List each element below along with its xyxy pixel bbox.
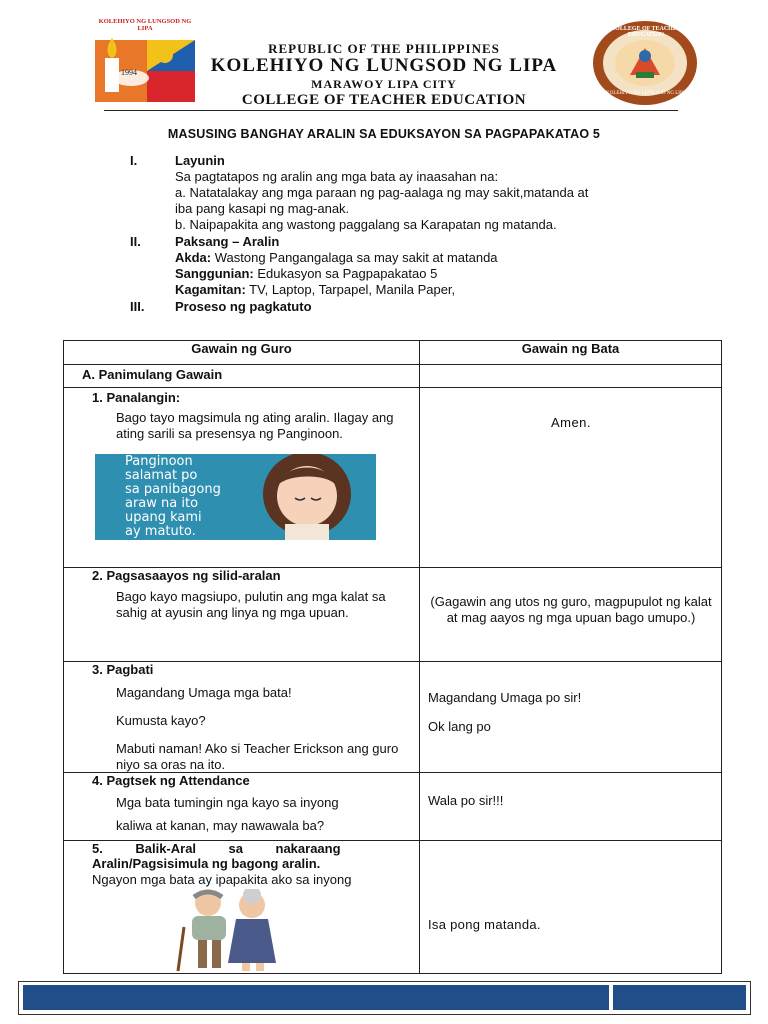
akda-line xyxy=(175,250,498,266)
table-row xyxy=(64,365,722,388)
section-2-title: Paksang – Aralin xyxy=(175,234,280,249)
prayer-image xyxy=(95,454,376,540)
step-4-response: Wala po sir!!! xyxy=(428,793,504,808)
lesson-table xyxy=(63,340,722,974)
header-rule xyxy=(104,110,678,111)
footer-bar xyxy=(18,981,751,1015)
table-row xyxy=(64,388,722,568)
table-row xyxy=(64,662,722,773)
col-header-bata: Gawain ng Bata xyxy=(420,341,722,365)
footer-bar-right xyxy=(613,985,746,1010)
objective-a-line1: a. Natatalakay ang mga paraan ng pag-aalaga ng may sakit,matanda at xyxy=(175,185,589,200)
sanggunian-value: Edukasyon sa Pagpapakatao 5 xyxy=(253,266,438,281)
step-1-text: Bago tayo magsimula ng ating aralin. Ilagay ang ating sarili sa presensya ng Panginoon. xyxy=(116,410,394,441)
col-header-guro: Gawain ng Guro xyxy=(64,341,420,365)
objective-b: b. Naipapakita ang wastong paggalang sa Karapatan ng matanda. xyxy=(175,217,557,232)
step-1-title: 1. Panalangin: xyxy=(92,390,181,405)
akda-label: Akda: xyxy=(175,250,212,265)
section-2-number: II. xyxy=(130,234,141,249)
step-5-response: Isa pong matanda. xyxy=(428,917,541,932)
step-5-text: Ngayon mga bata ay ipapakita ako sa inyong xyxy=(92,872,352,887)
table-header-row xyxy=(64,341,722,365)
table-row xyxy=(64,568,722,662)
header-republic: REPUBLIC OF THE PHILIPPINES xyxy=(268,41,500,56)
kagamitan-line xyxy=(175,282,455,298)
step-5-title-line2: Aralin/Pagsisimula ng bagong aralin. xyxy=(92,856,321,871)
step-3-title: 3. Pagbati xyxy=(92,662,154,677)
document-title: MASUSING BANGHAY ARALIN SA EDUKSAYON SA PAGPAPAKATAO 5 xyxy=(167,127,601,141)
right-logo-bottom: KOLEHIYO NG LUNGSOD NG LIPA xyxy=(606,91,686,96)
step-4-title: 4. Pagtsek ng Attendance xyxy=(92,773,250,788)
section-3-title: Proseso ng pagkatuto xyxy=(175,299,312,314)
step-3-response-1: Magandang Umaga po sir! xyxy=(428,690,582,705)
section-1-title: Layunin xyxy=(175,153,225,168)
section-a-label: A. Panimulang Gawain xyxy=(64,365,420,388)
step-4-text-1: Mga bata tumingin nga kayo sa inyong xyxy=(116,795,339,810)
step-3-question: Kumusta kayo? xyxy=(116,713,206,728)
header-city: MARAWOY LIPA CITY xyxy=(311,77,457,91)
kagamitan-value: TV, Laptop, Tarpapel, Manila Paper, xyxy=(245,282,456,297)
praying-girl-illustration xyxy=(245,454,375,540)
left-logo-year: 1994 xyxy=(121,68,137,77)
footer-bar-left xyxy=(23,985,609,1010)
step-2-title: 2. Pagsasaayos ng silid-aralan xyxy=(92,568,281,583)
prayer-image-text: Panginoon salamat po sa panibagong araw na ito upang kami ay matuto. xyxy=(125,454,221,539)
step-2-response: (Gagawin ang utos ng guro, magpupulot ng kalat at mag aayos ng mga upuan bago umupo.) xyxy=(430,594,712,625)
step-2-text: Bago kayo magsiupo, pulutin ang mga kalat sa sahig at ayusin ang linya ng mga upuan. xyxy=(116,589,386,620)
kagamitan-label: Kagamitan: xyxy=(175,282,246,297)
step-4-text-2: kaliwa at kanan, may nawawala ba? xyxy=(116,818,325,833)
left-logo-text: KOLEHIYO NG LUNGSOD NG LIPA xyxy=(98,18,192,32)
section-1-number: I. xyxy=(130,153,138,168)
sanggunian-line xyxy=(175,266,437,282)
step-5-title-line1: 5. Balik-Aral sa nakaraang xyxy=(92,841,341,856)
step-3-response-2: Ok lang po xyxy=(428,719,491,734)
header-college: KOLEHIYO NG LUNGSOD NG LIPA xyxy=(210,55,558,76)
sanggunian-label: Sanggunian: xyxy=(175,266,254,281)
right-logo-text: COLLEGE OF TEACHER EDUCATION xyxy=(610,26,682,38)
objective-a-line2: iba pang kasapi ng mag-anak. xyxy=(175,201,350,216)
section-1-intro: Sa pagtatapos ng aralin ang mga bata ay inaasahan na: xyxy=(175,169,499,184)
header-department: COLLEGE OF TEACHER EDUCATION xyxy=(241,92,527,108)
akda-value: Wastong Pangangalaga sa may sakit at matanda xyxy=(211,250,498,265)
step-1-response: Amen. xyxy=(550,415,592,430)
elderly-couple-illustration xyxy=(148,889,328,973)
step-3-introduction: Mabuti naman! Ako si Teacher Erickson ang guro niyo sa oras na ito. xyxy=(116,741,399,772)
section-3-number: III. xyxy=(130,299,145,314)
table-row xyxy=(64,773,722,841)
table-row xyxy=(64,841,722,974)
step-3-greeting: Magandang Umaga mga bata! xyxy=(116,685,292,700)
